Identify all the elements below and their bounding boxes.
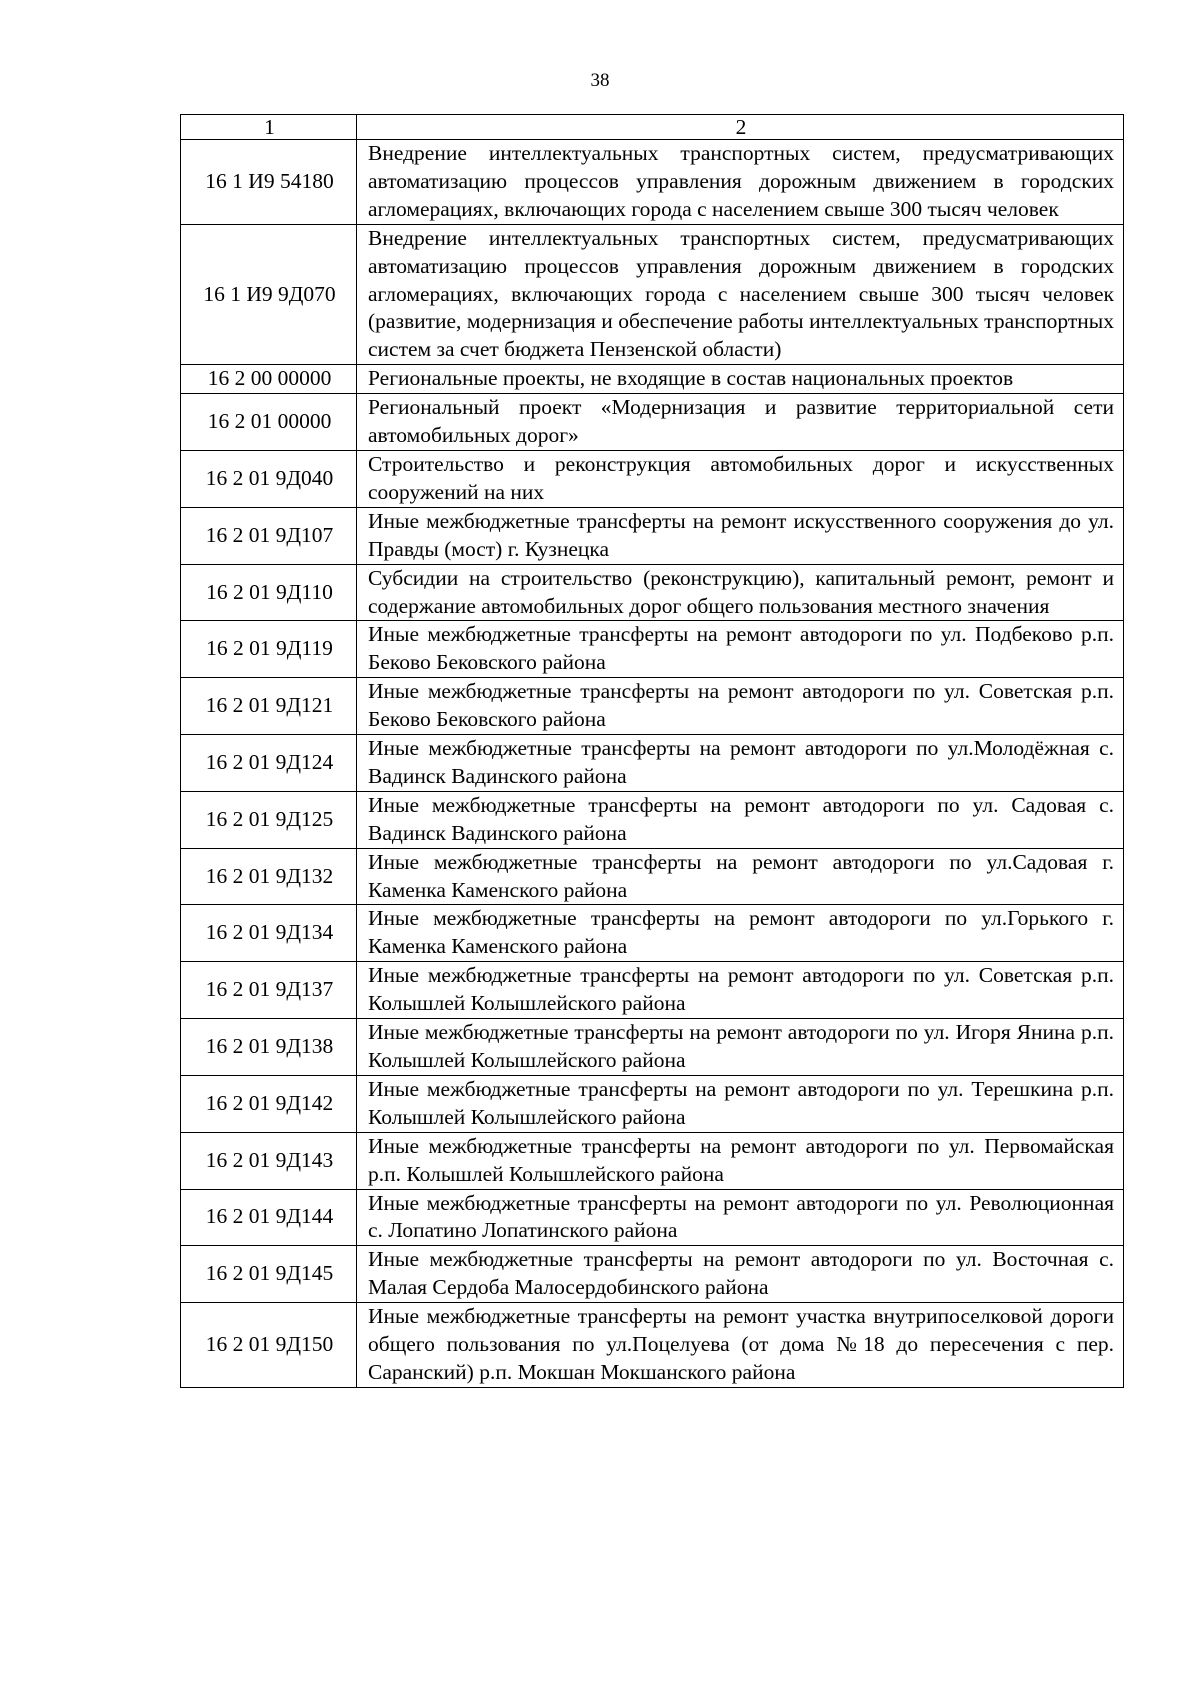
row-description: Региональные проекты, не входящие в состав национальных проектов [357, 365, 1124, 394]
row-code: 16 2 01 9Д142 [181, 1075, 357, 1132]
row-code: 16 2 01 9Д107 [181, 507, 357, 564]
row-description: Строительство и реконструкция автомобильных дорог и искусственных сооружений на них [357, 450, 1124, 507]
budget-classification-table [180, 114, 1124, 1388]
row-description: Иные межбюджетные трансферты на ремонт автодороги по ул. Восточная с. Малая Сердоба Малосердобинского района [357, 1246, 1124, 1303]
row-description: Иные межбюджетные трансферты на ремонт искусственного сооружения до ул. Правды (мост) г. Кузнецка [357, 507, 1124, 564]
table-row [181, 394, 1124, 451]
row-code: 16 2 01 9Д125 [181, 791, 357, 848]
table-row [181, 224, 1124, 365]
table-row [181, 564, 1124, 621]
table-header-row [181, 115, 1124, 140]
row-description: Субсидии на строительство (реконструкцию), капитальный ремонт, ремонт и содержание автомобильных дорог общего пользования местного значения [357, 564, 1124, 621]
row-description: Иные межбюджетные трансферты на ремонт автодороги по ул. Советская р.п. Беково Бековского района [357, 678, 1124, 735]
table-row [181, 1075, 1124, 1132]
row-description: Региональный проект «Модернизация и развитие территориальной сети автомобильных дорог» [357, 394, 1124, 451]
row-description: Иные межбюджетные трансферты на ремонт автодороги по ул.Садовая г. Каменка Каменского района [357, 848, 1124, 905]
row-description: Иные межбюджетные трансферты на ремонт автодороги по ул. Советская р.п. Колышлей Колышлейского района [357, 962, 1124, 1019]
row-description: Внедрение интеллектуальных транспортных систем, предусматривающих автоматизацию процессов управления дорожным движением в городских агломерациях, включающих города с населением свыше 300 тысяч человек (развитие, модернизация и обеспечение работы интеллектуальных транспортных систем за счет бюджета Пензенской области) [357, 224, 1124, 365]
row-description: Иные межбюджетные трансферты на ремонт автодороги по ул. Первомайская р.п. Колышлей Колышлейского района [357, 1132, 1124, 1189]
table-row [181, 1246, 1124, 1303]
row-code: 16 2 01 9Д119 [181, 621, 357, 678]
row-description: Иные межбюджетные трансферты на ремонт участка внутрипоселковой дороги общего пользования по ул.Поцелуева (от дома №18 до пересечения с пер. Саранский) р.п. Мокшан Мокшанского района [357, 1303, 1124, 1388]
table-row [181, 1019, 1124, 1076]
row-description: Иные межбюджетные трансферты на ремонт автодороги по ул. Подбеково р.п. Беково Бековского района [357, 621, 1124, 678]
table-row [181, 678, 1124, 735]
row-code: 16 2 01 9Д110 [181, 564, 357, 621]
row-code: 16 2 01 9Д150 [181, 1303, 357, 1388]
table-row [181, 1303, 1124, 1388]
table-row [181, 450, 1124, 507]
row-code: 16 2 01 9Д040 [181, 450, 357, 507]
table-row [181, 791, 1124, 848]
row-code: 16 2 01 9Д121 [181, 678, 357, 735]
row-code: 16 2 01 00000 [181, 394, 357, 451]
row-code: 16 2 01 9Д143 [181, 1132, 357, 1189]
column-header-code: 1 [181, 115, 357, 140]
row-code: 16 2 01 9Д144 [181, 1189, 357, 1246]
column-header-description: 2 [357, 115, 1124, 140]
row-description: Иные межбюджетные трансферты на ремонт автодороги по ул. Садовая с. Вадинск Вадинского района [357, 791, 1124, 848]
row-description: Иные межбюджетные трансферты на ремонт автодороги по ул. Революционная с. Лопатино Лопатинского района [357, 1189, 1124, 1246]
row-description: Иные межбюджетные трансферты на ремонт автодороги по ул. Терешкина р.п. Колышлей Колышлейского района [357, 1075, 1124, 1132]
row-code: 16 1 И9 54180 [181, 140, 357, 225]
row-code: 16 2 00 00000 [181, 365, 357, 394]
table-row [181, 905, 1124, 962]
row-code: 16 1 И9 9Д070 [181, 224, 357, 365]
row-code: 16 2 01 9Д132 [181, 848, 357, 905]
row-code: 16 2 01 9Д137 [181, 962, 357, 1019]
row-code: 16 2 01 9Д124 [181, 735, 357, 792]
table-row [181, 140, 1124, 225]
table-row [181, 1189, 1124, 1246]
table-row [181, 621, 1124, 678]
table-row [181, 365, 1124, 394]
row-description: Иные межбюджетные трансферты на ремонт автодороги по ул.Молодёжная с. Вадинск Вадинского района [357, 735, 1124, 792]
row-description: Внедрение интеллектуальных транспортных систем, предусматривающих автоматизацию процессов управления дорожным движением в городских агломерациях, включающих города с населением свыше 300 тысяч человек [357, 140, 1124, 225]
table-row [181, 735, 1124, 792]
table-row [181, 848, 1124, 905]
row-description: Иные межбюджетные трансферты на ремонт автодороги по ул.Горького г. Каменка Каменского района [357, 905, 1124, 962]
row-code: 16 2 01 9Д145 [181, 1246, 357, 1303]
table-row [181, 507, 1124, 564]
row-code: 16 2 01 9Д138 [181, 1019, 357, 1076]
row-description: Иные межбюджетные трансферты на ремонт автодороги по ул. Игоря Янина р.п. Колышлей Колышлейского района [357, 1019, 1124, 1076]
table-row [181, 1132, 1124, 1189]
page-number: 38 [590, 70, 610, 91]
table-row [181, 962, 1124, 1019]
row-code: 16 2 01 9Д134 [181, 905, 357, 962]
